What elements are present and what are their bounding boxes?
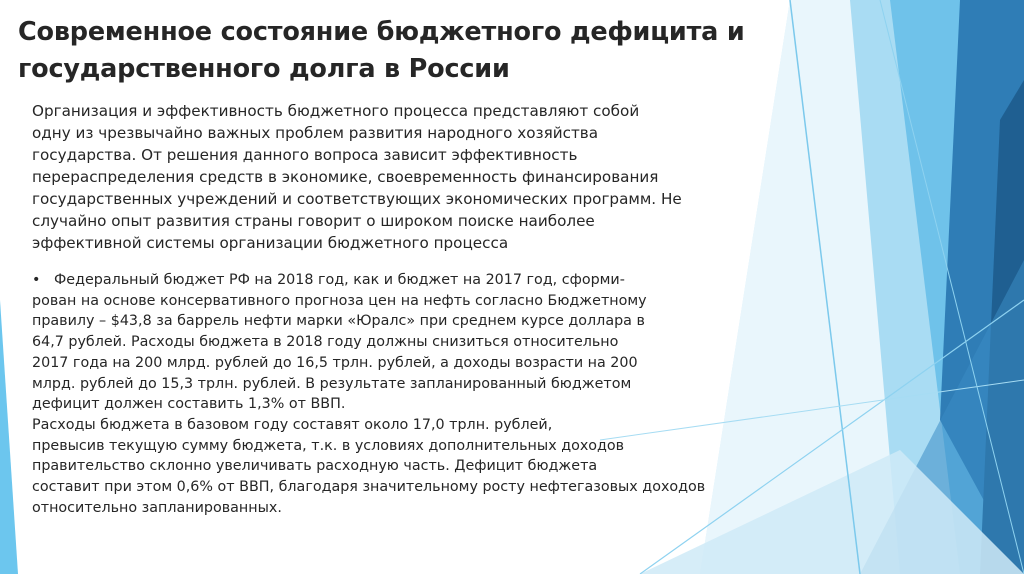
paragraph-line: государства. От решения данного вопроса зависит эффективность [32, 146, 578, 164]
paragraph-line: Организация и эффективность бюджетного процесса представляют собой [32, 102, 640, 120]
paragraph-line: млрд. рублей до 15,3 трлн. рублей. В результате запланированный бюджетом [32, 375, 632, 392]
paragraph-line: Расходы бюджета в базовом году составят около 17,0 трлн. рублей, [32, 416, 553, 433]
bullet-paragraph [32, 270, 752, 518]
paragraph-line: правилу – $43,8 за баррель нефти марки «Юралс» при среднем курсе доллара в [32, 313, 645, 330]
paragraph-line: 2017 года на 200 млрд. рублей до 16,5 трлн. рублей, а доходы возрасти на 200 [32, 354, 638, 371]
paragraph-line: относительно запланированных. [32, 499, 282, 516]
paragraph-line: превысив текущую сумму бюджета, т.к. в условиях дополнительных доходов [32, 437, 625, 454]
page-title [18, 14, 798, 88]
paragraph-line: правительство склонно увеличивать расходную часть. Дефицит бюджета [32, 458, 598, 475]
paragraph-line: одну из чрезвычайно важных проблем развития народного хозяйства [32, 124, 599, 142]
bullet-marker: • [32, 272, 41, 288]
paragraph-line: дефицит должен составить 1,3% от ВВП. [32, 396, 346, 413]
title-line: Современное состояние бюджетного дефицита и [18, 17, 745, 47]
paragraph-line [32, 270, 752, 291]
paragraph-line: составит при этом 0,6% от ВВП, благодаря значительному росту нефтегазовых доходов [32, 479, 706, 496]
paragraph-line: перераспределения средств в экономике, своевременность финансирования [32, 168, 659, 186]
paragraph-line-text: Федеральный бюджет РФ на 2018 год, как и бюджет на 2017 год, сформи- [54, 272, 625, 288]
left-edge-triangle [0, 300, 18, 574]
paragraph-line: 64,7 рублей. Расходы бюджета в 2018 году должны снизиться относительно [32, 334, 619, 351]
paragraph-line: рован на основе консервативного прогноза цен на нефть согласно Бюджетному [32, 292, 647, 309]
paragraph-line: государственных учреждений и соответствующих экономических программ. Не [32, 190, 682, 208]
title-line: государственного долга в России [18, 54, 510, 84]
intro-paragraph [32, 100, 752, 254]
paragraph-line: эффективной системы организации бюджетного процесса [32, 234, 509, 252]
paragraph-line: случайно опыт развития страны говорит о широком поиске наиболее [32, 212, 595, 230]
